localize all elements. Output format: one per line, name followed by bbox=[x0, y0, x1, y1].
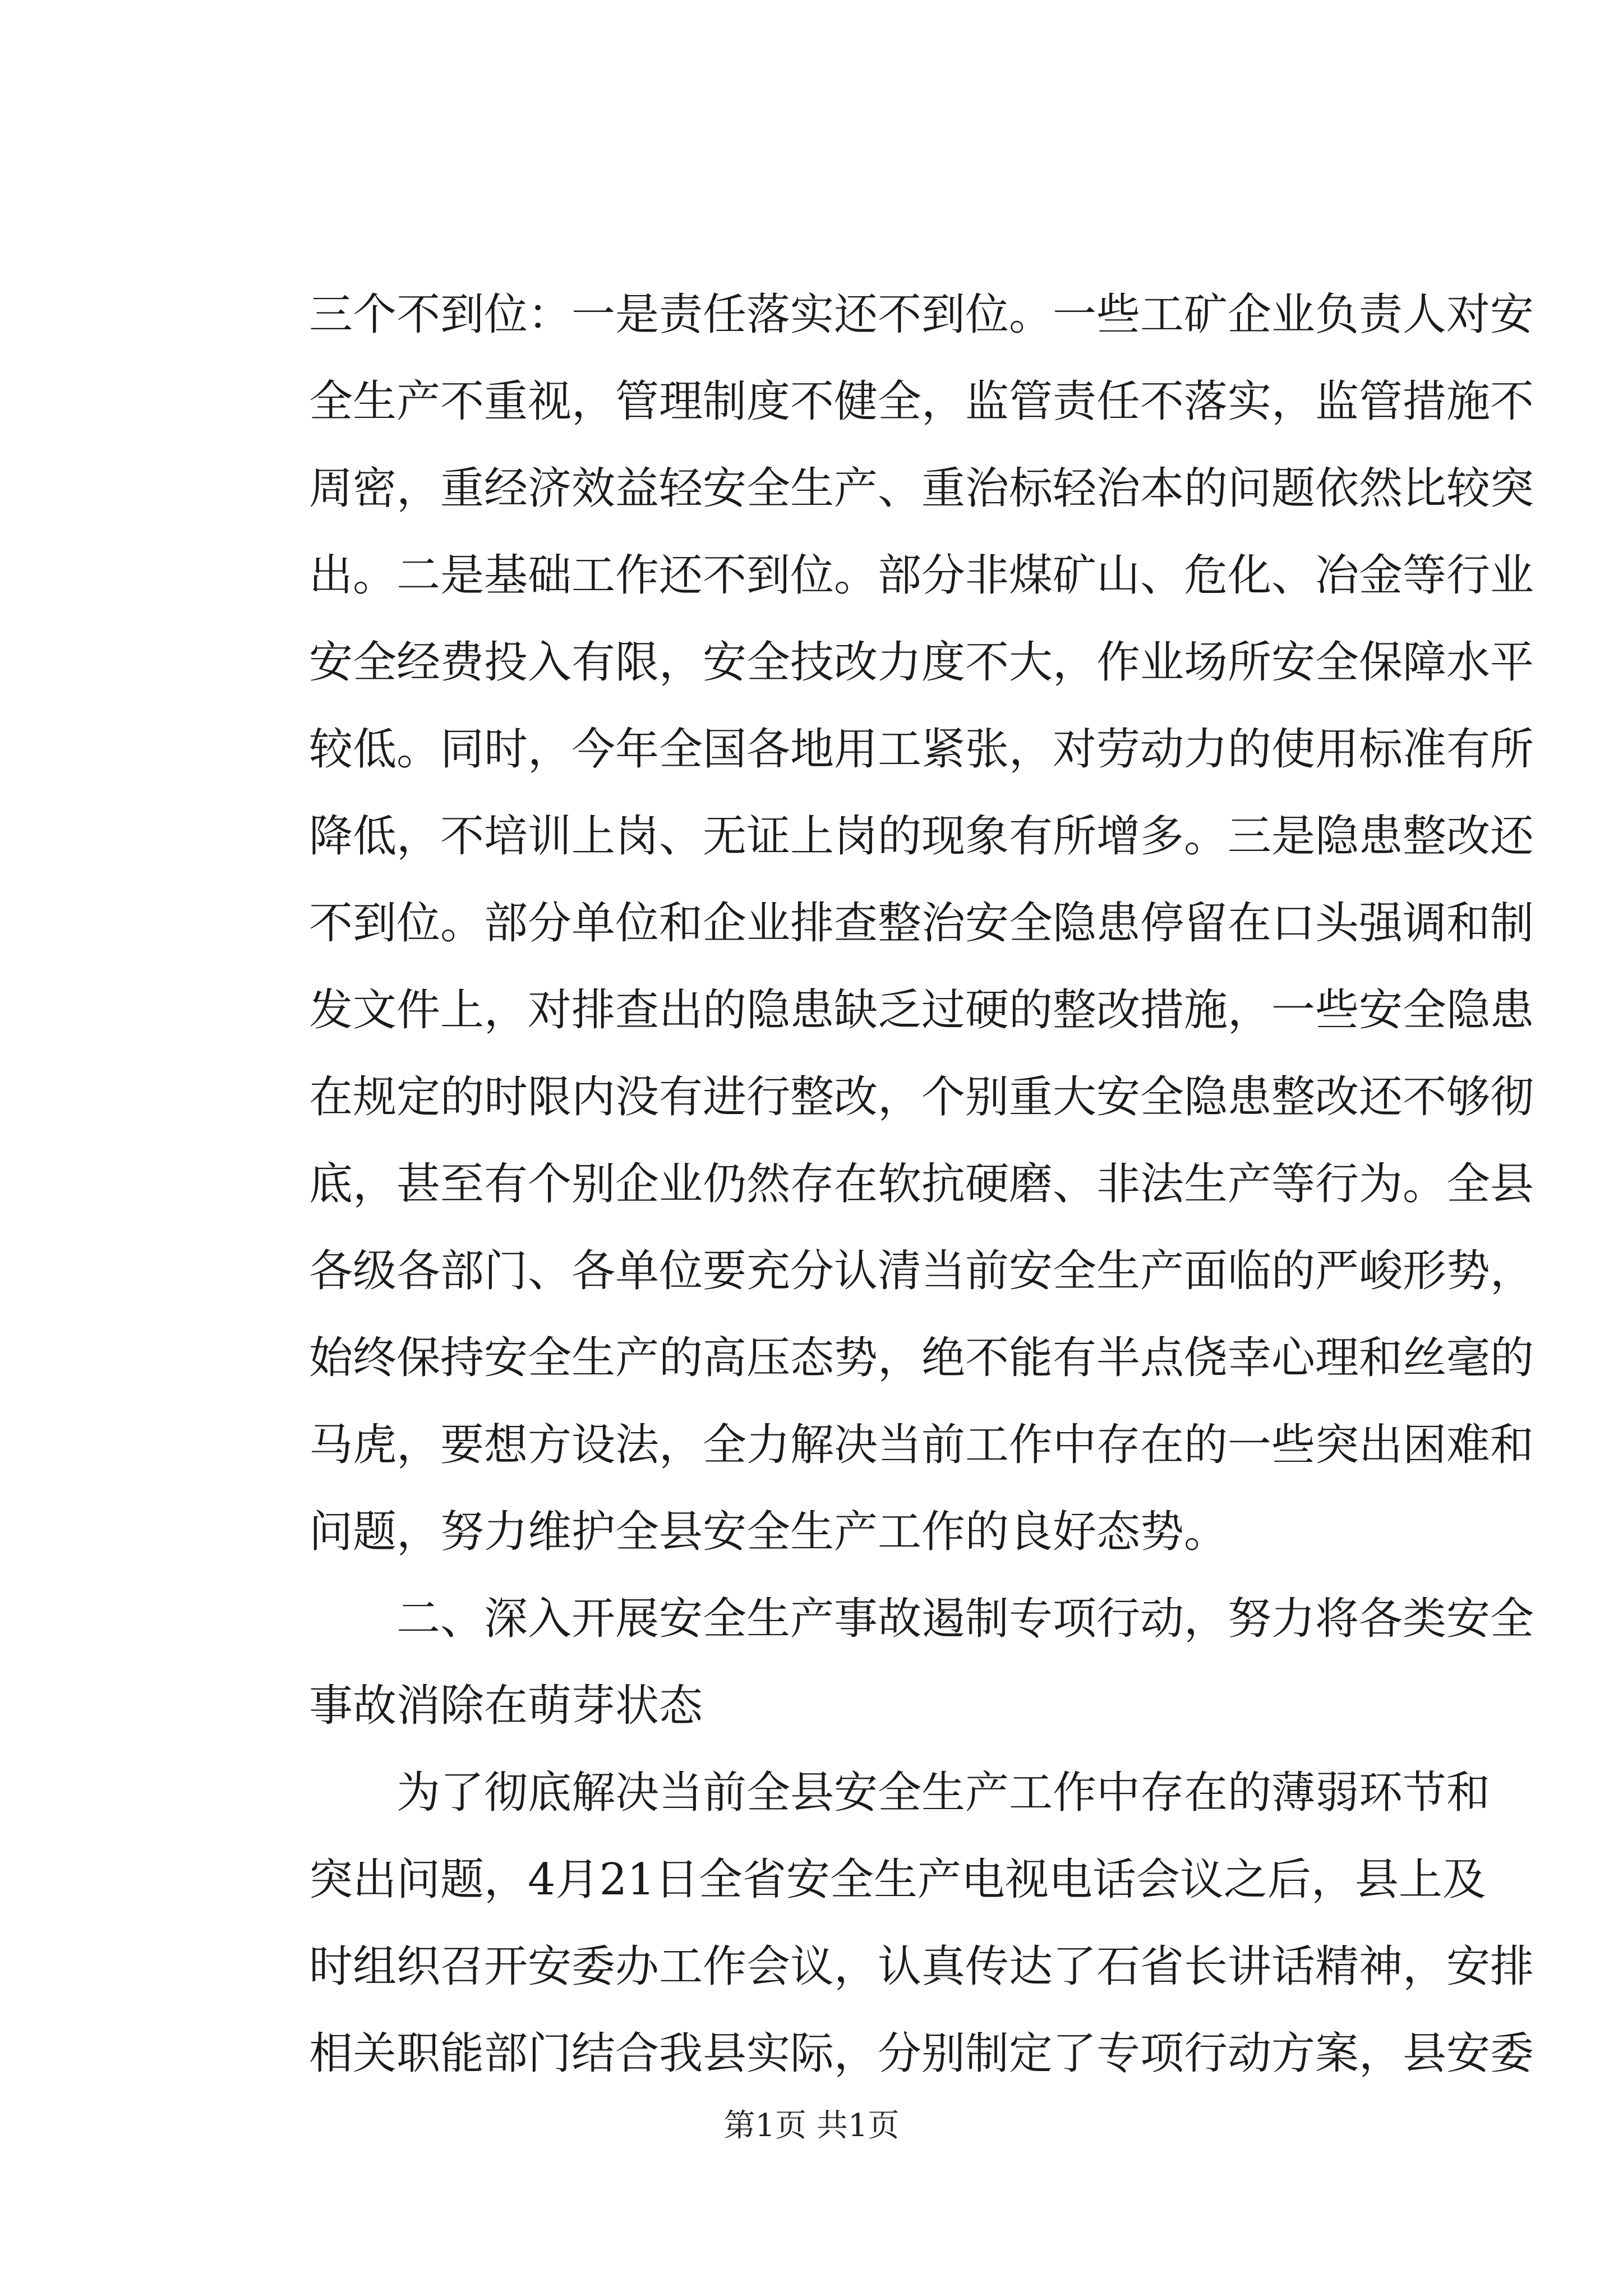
text-line: 全生产不重视，管理制度不健全，监管责任不落实，监管措施不 bbox=[309, 376, 1534, 427]
text-line: 各级各部门、各单位要充分认清当前安全生产面临的严峻形势， bbox=[309, 1246, 1534, 1296]
page-number-footer: 第1页 共1页 bbox=[723, 2108, 900, 2144]
text-line: 突出问题，4月21日全省安全生产电视电话会议之后，县上及 bbox=[309, 1855, 1486, 1905]
text-line: 不到位。部分单位和企业排查整治安全隐患停留在口头强调和制 bbox=[309, 898, 1534, 949]
text-line: 降低，不培训上岗、无证上岗的现象有所增多。三是隐患整改还 bbox=[309, 811, 1534, 862]
text-line: 在规定的时限内没有进行整改，个别重大安全隐患整改还不够彻 bbox=[309, 1072, 1534, 1122]
section-heading-line: 事故消除在萌芽状态 bbox=[309, 1681, 703, 1731]
text-line: 较低。同时，今年全国各地用工紧张，对劳动力的使用标准有所 bbox=[309, 724, 1534, 775]
body-text bbox=[309, 272, 1534, 2097]
text-line: 马虎，要想方设法，全力解决当前工作中存在的一些突出困难和 bbox=[309, 1420, 1534, 1470]
text-line: 安全经费投入有限，安全技改力度不大，作业场所安全保障水平 bbox=[309, 637, 1534, 688]
text-line: 问题，努力维护全县安全生产工作的良好态势。 bbox=[309, 1507, 1228, 1557]
text-line: 发文件上，对排查出的隐患缺乏过硬的整改措施，一些安全隐患 bbox=[309, 985, 1534, 1036]
section-heading-line: 二、深入开展安全生产事故遏制专项行动，努力将各类安全 bbox=[309, 1594, 1534, 1644]
text-line: 底，甚至有个别企业仍然存在软抗硬磨、非法生产等行为。全县 bbox=[309, 1159, 1534, 1209]
text-line: 相关职能部门结合我县实际，分别制定了专项行动方案，县安委 bbox=[309, 2028, 1534, 2079]
text-line: 周密，重经济效益轻安全生产、重治标轻治本的问题依然比较突 bbox=[309, 463, 1534, 514]
text-line: 三个不到位：一是责任落实还不到位。一些工矿企业负责人对安 bbox=[309, 289, 1534, 340]
text-line: 时组织召开安委办工作会议，认真传达了石省长讲话精神，安排 bbox=[309, 1941, 1534, 1992]
text-line: 为了彻底解决当前全县安全生产工作中存在的薄弱环节和 bbox=[309, 1768, 1491, 1818]
text-line: 出。二是基础工作还不到位。部分非煤矿山、危化、冶金等行业 bbox=[309, 550, 1534, 601]
text-line: 始终保持安全生产的高压态势，绝不能有半点侥幸心理和丝毫的 bbox=[309, 1333, 1534, 1383]
